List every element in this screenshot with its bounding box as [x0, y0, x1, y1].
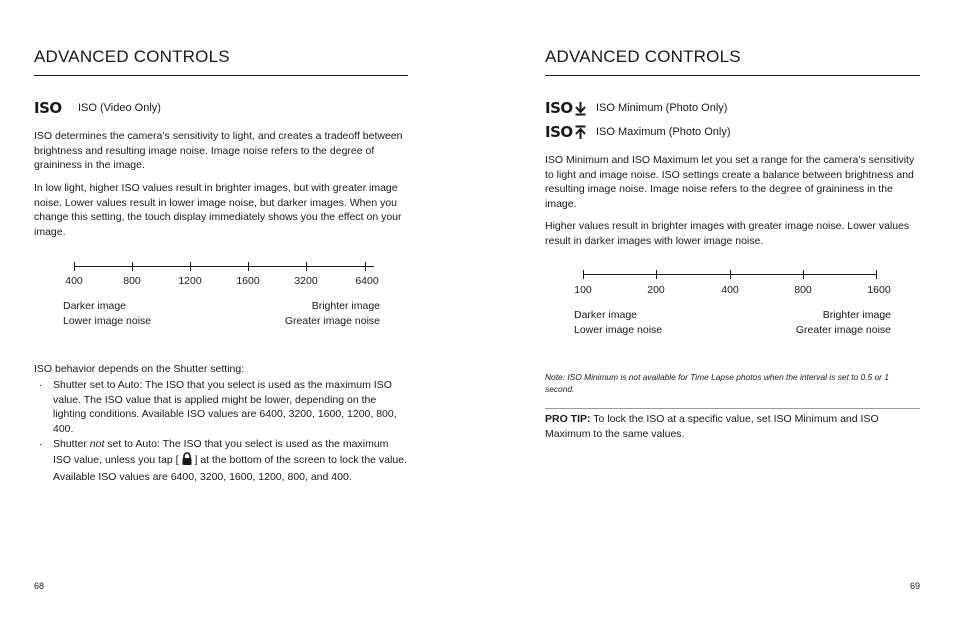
iso-maximum-icon-text: ISO	[545, 123, 573, 141]
scale-left-caption	[574, 308, 662, 337]
iso-minimum-label: ISO Minimum (Photo Only)	[596, 102, 728, 114]
list-item	[34, 437, 408, 484]
scale-tick	[74, 262, 75, 271]
page-title: ADVANCED CONTROLS	[34, 47, 230, 66]
range-effect-description: Higher values result in brighter images with greater image noise. Lower values result in darker images with lower image noise.	[545, 220, 910, 247]
time-lapse-note: Note: ISO Minimum is not available for Time Lapse photos when the interval is set to 0.5 or 1 second.	[545, 372, 889, 394]
scale-tick	[803, 270, 804, 279]
scale-value: 1600	[867, 284, 891, 296]
scale-left-line2: Lower image noise	[63, 314, 152, 327]
lock-icon	[181, 452, 193, 470]
scale-value: 100	[574, 284, 592, 296]
title-divider	[34, 75, 408, 76]
iso-maximum-label: ISO Maximum (Photo Only)	[596, 126, 731, 138]
scale-right-line2: Greater image noise	[795, 323, 891, 336]
scale-tick	[583, 270, 584, 279]
scale-right-line1: Brighter image	[822, 309, 891, 321]
scale-right-caption	[796, 308, 891, 337]
scale-left-caption	[63, 299, 151, 328]
scale-right-caption	[285, 299, 380, 328]
iso-maximum-header	[545, 123, 730, 141]
right-page	[545, 0, 920, 618]
bullet-text: Shutter set to Auto: The ISO that you select is used as the maximum ISO value. The ISO value that is applied might be lower, depending on the lighting conditions. Available ISO values are 6400, 3200, 1600, 1200, 800, 400.	[53, 379, 397, 435]
iso-minimum-icon-text: ISO	[545, 99, 573, 117]
scale-tick	[248, 262, 249, 271]
bullet-text: ] at the bottom of the screen to lock the value. Available ISO values are 6400, 3200, 1600, 1200, 800, and 400.	[53, 453, 407, 483]
scale-value: 200	[647, 284, 665, 296]
behavior-intro: ISO behavior depends on the Shutter setting:	[34, 363, 245, 375]
iso-minimum-header	[545, 99, 727, 117]
scale-value: 800	[794, 284, 812, 296]
iso-icon	[34, 99, 78, 117]
title-divider	[545, 75, 920, 76]
scale-tick	[132, 262, 133, 271]
iso-range-description: ISO Minimum and ISO Maximum let you set a range for the camera’s sensitivity to light and image noise. ISO settings create a balance between brightness and resulting image noise. Image noise refers to the degree of graininess in the image.	[545, 154, 915, 210]
scale-line	[74, 266, 374, 267]
list-item	[34, 378, 408, 436]
scale-value: 400	[65, 275, 83, 287]
bullet-emphasis: not	[89, 438, 105, 451]
page-number: 69	[909, 581, 920, 591]
pro-tip	[545, 412, 920, 441]
page-number: 68	[34, 581, 45, 591]
scale-value: 1600	[236, 275, 260, 287]
bullet-text: Shutter	[53, 438, 90, 451]
iso-description: ISO determines the camera’s sensitivity to light, and creates a tradeoff between brightness and resulting image noise. Image noise refers to the degree of graininess in the image.	[34, 130, 403, 172]
pro-tip-label: PRO TIP:	[545, 413, 591, 425]
scale-tick	[190, 262, 191, 271]
behavior-list	[34, 378, 408, 485]
scale-left-line1: Darker image	[63, 300, 127, 312]
page-title: ADVANCED CONTROLS	[545, 47, 741, 66]
iso-icon-text: ISO	[34, 99, 62, 117]
bullet-text: set to Auto: The ISO that you select is used as the maximum ISO value, unless you tap [	[53, 438, 389, 466]
scale-value: 6400	[355, 275, 379, 287]
iso-minimum-icon	[545, 99, 596, 117]
scale-left-line2: Lower image noise	[574, 323, 663, 336]
scale-tick	[730, 270, 731, 279]
iso-maximum-icon	[545, 123, 596, 141]
setting-label: ISO (Video Only)	[78, 102, 161, 114]
scale-left-line1: Darker image	[574, 309, 638, 321]
scale-tick	[365, 262, 366, 271]
scale-tick	[306, 262, 307, 271]
left-page	[34, 0, 408, 618]
scale-tick	[656, 270, 657, 279]
scale-value: 800	[123, 275, 141, 287]
low-light-description: In low light, higher ISO values result in brighter images, but with greater image noise. Lower values result in lower image noise, but darker images. When you change this setting, the touch display immediately shows you the effect on your image.	[34, 182, 402, 238]
scale-tick	[876, 270, 877, 279]
scale-right-line1: Brighter image	[311, 300, 380, 312]
scale-right-line2: Greater image noise	[284, 314, 380, 327]
scale-value: 1200	[178, 275, 202, 287]
scale-value: 400	[721, 284, 739, 296]
iso-setting-header	[34, 99, 161, 117]
scale-value: 3200	[294, 275, 318, 287]
pro-tip-divider	[545, 408, 920, 409]
pro-tip-text: To lock the ISO at a specific value, set ISO Minimum and ISO Maximum to the same values.	[545, 413, 879, 440]
